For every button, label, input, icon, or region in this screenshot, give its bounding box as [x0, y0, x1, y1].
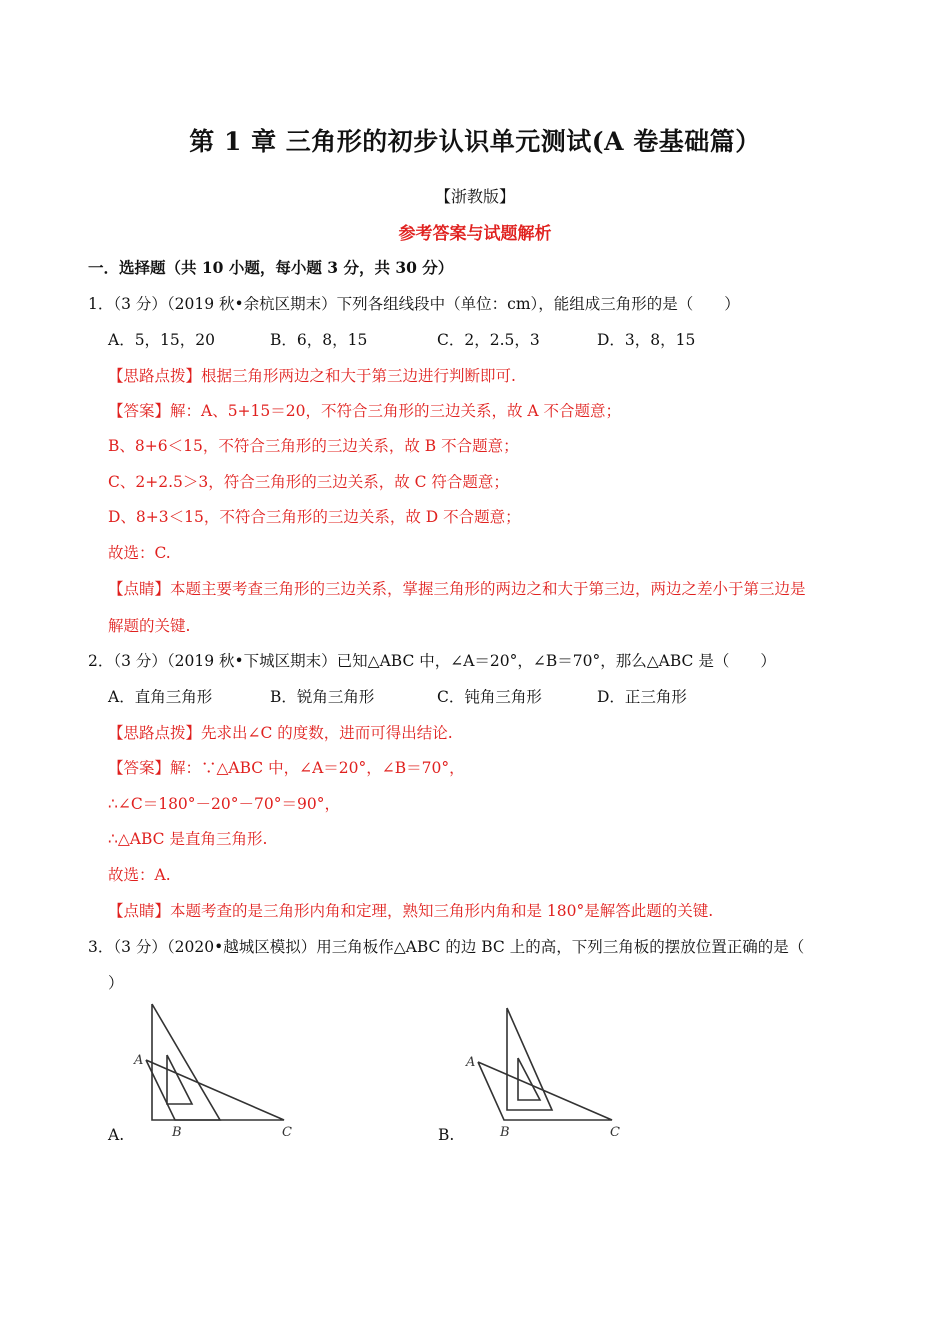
q3-figure-a-label: A.	[108, 1126, 125, 1144]
fig-b-vertex-b: B	[500, 1125, 510, 1140]
q2-hint: 【思路点拨】先求出∠C 的度数，进而可得出结论.	[108, 724, 453, 742]
fig-b-vertex-c: C	[610, 1125, 620, 1140]
q1-option-c: C．2，2.5，3	[437, 331, 540, 349]
q1-choice: 故选：C.	[108, 544, 171, 562]
q1-option-d: D．3，8，15	[597, 331, 696, 349]
q1-step-c: C、2+2.5＞3，符合三角形的三边关系，故 C 符合题意；	[108, 473, 509, 491]
q2-step-1: ∴∠C＝180°－20°－70°＝90°，	[108, 795, 340, 813]
fig-a-vertex-c: C	[282, 1125, 292, 1140]
q2-choice: 故选：A.	[108, 866, 171, 884]
q1-step-d: D、8+3＜15，不符合三角形的三边关系，故 D 不合题意；	[108, 508, 521, 526]
q3-figure-a	[130, 1000, 310, 1140]
fig-b-vertex-a: A	[466, 1055, 476, 1070]
document-title: 第 1 章 三角形的初步认识单元测试(A 卷基础篇）	[189, 127, 761, 156]
q3-figure-b-label: B.	[438, 1126, 455, 1144]
q1-stem: 1．（3 分）（2019 秋•余杭区期末）下列各组线段中（单位：cm），能组成三角形的是（ ）	[88, 295, 740, 313]
section-heading: 一．选择题（共 10 小题，每小题 3 分，共 30 分）	[88, 258, 454, 277]
set-square-outer	[507, 1008, 552, 1110]
edition-label: 【浙教版】	[434, 187, 515, 206]
q1-hint: 【思路点拨】根据三角形两边之和大于第三边进行判断即可.	[108, 367, 516, 385]
answer-heading: 参考答案与试题解析	[398, 224, 552, 244]
set-square-inner	[518, 1058, 540, 1100]
q2-comment: 【点睛】本题考查的是三角形内角和定理，熟知三角形内角和是 180°是解答此题的关键.	[108, 902, 714, 920]
set-square-outer	[152, 1004, 220, 1120]
q2-option-b: B．锐角三角形	[270, 688, 375, 706]
q1-option-a: A．5，15，20	[108, 331, 216, 349]
q2-answer: 【答案】解：∵△ABC 中，∠A＝20°，∠B＝70°，	[108, 759, 465, 777]
q1-option-b: B．6，8，15	[270, 331, 368, 349]
q1-step-b: B、8+6＜15，不符合三角形的三边关系，故 B 不合题意；	[108, 437, 519, 455]
q1-comment-line2: 解题的关键.	[108, 617, 191, 635]
q3-figure-b	[462, 1000, 642, 1140]
q2-step-2: ∴△ABC 是直角三角形.	[108, 830, 268, 848]
q2-option-a: A．直角三角形	[108, 688, 213, 706]
set-square-inner	[167, 1055, 192, 1104]
fig-a-vertex-a: A	[134, 1053, 144, 1068]
q1-answer: 【答案】解：A、5+15＝20，不符合三角形的三边关系，故 A 不合题意；	[108, 402, 622, 420]
fig-a-vertex-b: B	[172, 1125, 182, 1140]
q2-option-c: C．钝角三角形	[437, 688, 542, 706]
q3-stem-line1: 3．（3 分）（2020•越城区模拟）用三角板作△ABC 的边 BC 上的高，下列三角板的摆放位置正确的是（	[88, 938, 805, 956]
q2-option-d: D．正三角形	[597, 688, 687, 706]
q1-comment-line1: 【点睛】本题主要考查三角形的三边关系，掌握三角形的两边之和大于第三边，两边之差小于第三边是	[108, 580, 806, 598]
triangle-abc	[478, 1062, 612, 1120]
q2-stem: 2．（3 分）（2019 秋•下城区期末）已知△ABC 中，∠A＝20°，∠B＝70°，那么△ABC 是（ ）	[88, 652, 776, 670]
q3-stem-line2: ）	[108, 974, 124, 992]
